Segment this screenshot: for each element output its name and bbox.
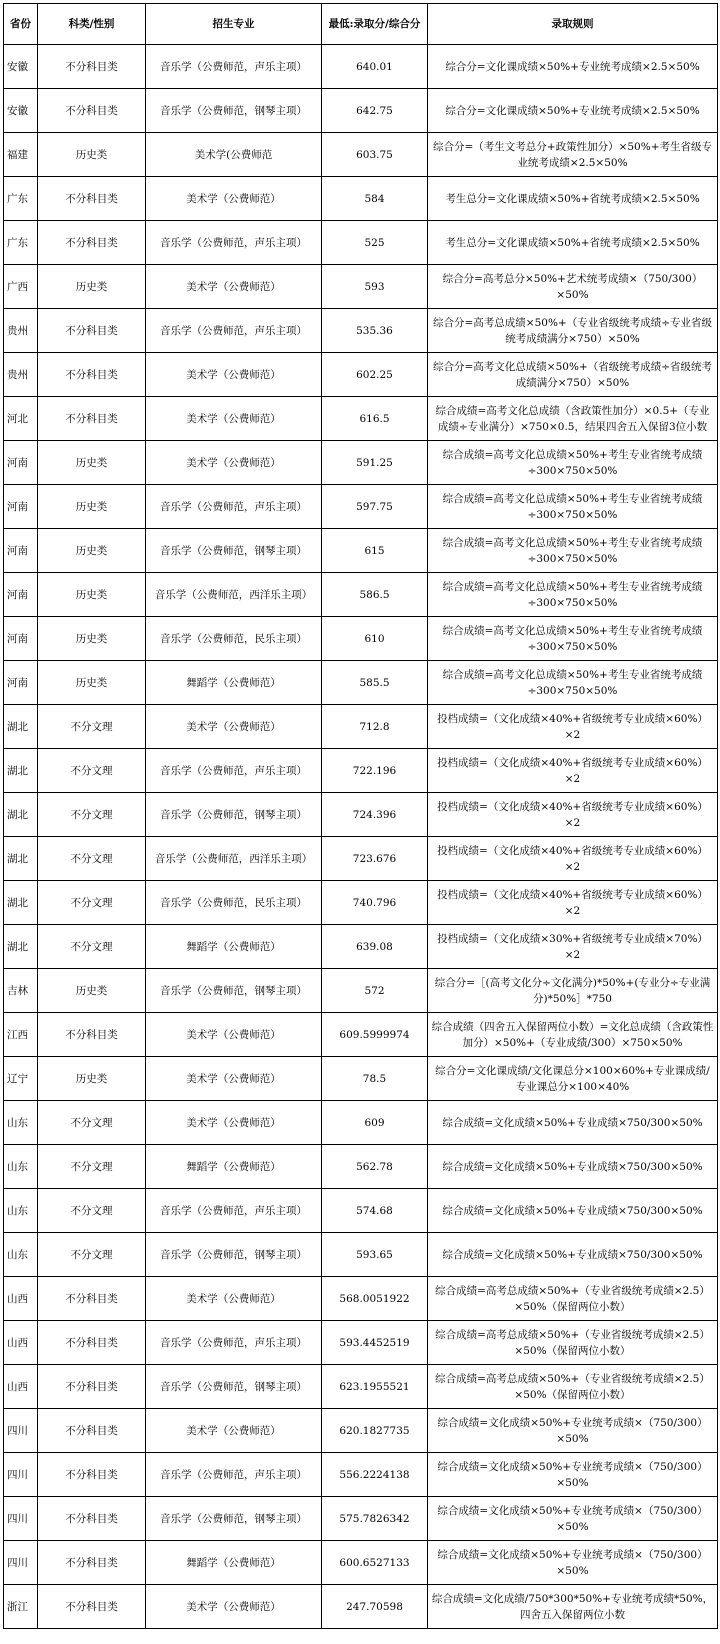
cell-category: 历史类 bbox=[38, 441, 146, 485]
cell-province: 河南 bbox=[4, 485, 38, 529]
cell-category: 不分科目类 bbox=[38, 1541, 146, 1585]
cell-rule: 投档成绩=（文化成绩×40%+省级统考专业成绩×60%）×2 bbox=[428, 793, 718, 837]
cell-major: 音乐学（公费师范，声乐主项） bbox=[146, 45, 322, 89]
cell-province: 福建 bbox=[4, 133, 38, 177]
cell-province: 四川 bbox=[4, 1497, 38, 1541]
cell-major: 舞蹈学（公费师范） bbox=[146, 661, 322, 705]
cell-category: 不分科目类 bbox=[38, 1321, 146, 1365]
cell-rule: 综合成绩=文化成绩/750*300*50%+专业统考成绩*50%，四舍五入保留两位小数 bbox=[428, 1585, 718, 1629]
cell-score: 600.6527133 bbox=[322, 1541, 428, 1585]
cell-rule: 综合成绩=高考文化总成绩（含政策性加分）×0.5+（专业成绩÷专业满分）×750×0.5，结果四舍五入保留3位小数 bbox=[428, 397, 718, 441]
cell-major: 音乐学（公费师范，声乐主项） bbox=[146, 1453, 322, 1497]
cell-score: 597.75 bbox=[322, 485, 428, 529]
cell-province: 广西 bbox=[4, 265, 38, 309]
cell-rule: 综合成绩（四舍五入保留两位小数）=文化总成绩（含政策性加分）×50%+（专业成绩/300）×750×50% bbox=[428, 1013, 718, 1057]
cell-category: 历史类 bbox=[38, 617, 146, 661]
table-row bbox=[4, 661, 718, 705]
cell-rule: 投档成绩=（文化成绩×30%+省级统考专业成绩×70%）×2 bbox=[428, 925, 718, 969]
cell-major: 美术学（公费师范） bbox=[146, 1101, 322, 1145]
cell-major: 美术学（公费师范） bbox=[146, 353, 322, 397]
cell-major: 音乐学（公费师范，声乐主项） bbox=[146, 221, 322, 265]
table-row bbox=[4, 1541, 718, 1585]
cell-category: 历史类 bbox=[38, 265, 146, 309]
header-category: 科类/性别 bbox=[38, 4, 146, 45]
cell-major: 美术学（公费师范） bbox=[146, 705, 322, 749]
cell-major: 音乐学（公费师范，钢琴主项） bbox=[146, 89, 322, 133]
table-row bbox=[4, 1013, 718, 1057]
cell-province: 山西 bbox=[4, 1321, 38, 1365]
table-row bbox=[4, 1453, 718, 1497]
cell-rule: 投档成绩=（文化成绩×40%+省级统考专业成绩×60%）×2 bbox=[428, 749, 718, 793]
cell-rule: 综合成绩=文化成绩×50%+专业成绩×750/300×50% bbox=[428, 1233, 718, 1277]
cell-score: 78.5 bbox=[322, 1057, 428, 1101]
cell-rule: 综合分=（考生文考总分+政策性加分）×50%+考生省级专业统考成绩×2.5×50% bbox=[428, 133, 718, 177]
cell-score: 610 bbox=[322, 617, 428, 661]
cell-rule: 综合成绩=文化成绩×50%+专业统考成绩×（750/300）×50% bbox=[428, 1541, 718, 1585]
cell-major: 美术学（公费师范） bbox=[146, 1277, 322, 1321]
cell-province: 贵州 bbox=[4, 309, 38, 353]
cell-score: 562.78 bbox=[322, 1145, 428, 1189]
cell-rule: 综合成绩=高考文化总成绩×50%+考生专业省统考成绩÷300×750×50% bbox=[428, 573, 718, 617]
cell-score: 639.08 bbox=[322, 925, 428, 969]
cell-province: 四川 bbox=[4, 1453, 38, 1497]
cell-rule: 综合成绩=文化成绩×50%+专业统考成绩×（750/300）×50% bbox=[428, 1409, 718, 1453]
cell-rule: 考生总分=文化课成绩×50%+省统考成绩×2.5×50% bbox=[428, 221, 718, 265]
cell-category: 不分文理 bbox=[38, 837, 146, 881]
cell-province: 湖北 bbox=[4, 837, 38, 881]
admission-table bbox=[3, 3, 718, 1629]
table-row bbox=[4, 1057, 718, 1101]
cell-major: 音乐学（公费师范，民乐主项） bbox=[146, 881, 322, 925]
cell-category: 不分科目类 bbox=[38, 1013, 146, 1057]
table-row bbox=[4, 1145, 718, 1189]
cell-category: 不分科目类 bbox=[38, 45, 146, 89]
cell-score: 740.796 bbox=[322, 881, 428, 925]
cell-major: 音乐学（公费师范，钢琴主项） bbox=[146, 1497, 322, 1541]
table-row bbox=[4, 969, 718, 1013]
cell-major: 美术学（公费师范） bbox=[146, 1585, 322, 1629]
table-row bbox=[4, 705, 718, 749]
cell-score: 623.1955521 bbox=[322, 1365, 428, 1409]
cell-category: 不分文理 bbox=[38, 793, 146, 837]
cell-score: 722.196 bbox=[322, 749, 428, 793]
cell-province: 四川 bbox=[4, 1409, 38, 1453]
cell-score: 723.676 bbox=[322, 837, 428, 881]
cell-province: 广东 bbox=[4, 177, 38, 221]
cell-rule: 投档成绩=（文化成绩×40%+省级统考专业成绩×60%）×2 bbox=[428, 837, 718, 881]
header-score: 最低:录取分/综合分 bbox=[322, 4, 428, 45]
cell-category: 不分文理 bbox=[38, 1233, 146, 1277]
cell-rule: 综合分=高考总分×50%+艺术统考成绩×（750/300）×50% bbox=[428, 265, 718, 309]
cell-province: 湖北 bbox=[4, 881, 38, 925]
cell-major: 舞蹈学（公费师范） bbox=[146, 1541, 322, 1585]
table-row bbox=[4, 1585, 718, 1629]
cell-province: 河北 bbox=[4, 397, 38, 441]
table-row bbox=[4, 1365, 718, 1409]
cell-major: 音乐学（公费师范，钢琴主项） bbox=[146, 1365, 322, 1409]
cell-province: 山东 bbox=[4, 1233, 38, 1277]
cell-category: 不分科目类 bbox=[38, 397, 146, 441]
table-row bbox=[4, 837, 718, 881]
cell-rule: 综合成绩=高考总成绩×50%+（专业省级统考成绩×2.5）×50%（保留两位小数） bbox=[428, 1365, 718, 1409]
cell-rule: 投档成绩=（文化成绩×40%+省级统考专业成绩×60%）×2 bbox=[428, 705, 718, 749]
cell-category: 不分文理 bbox=[38, 881, 146, 925]
cell-province: 河南 bbox=[4, 573, 38, 617]
cell-province: 山东 bbox=[4, 1145, 38, 1189]
cell-major: 音乐学（公费师范，声乐主项） bbox=[146, 1189, 322, 1233]
cell-rule: 综合成绩=文化成绩×50%+专业统考成绩×（750/300）×50% bbox=[428, 1497, 718, 1541]
cell-rule: 综合成绩=高考文化总成绩×50%+考生专业省统考成绩÷300×750×50% bbox=[428, 661, 718, 705]
cell-province: 吉林 bbox=[4, 969, 38, 1013]
header-rule: 录取规则 bbox=[428, 4, 718, 45]
cell-score: 586.5 bbox=[322, 573, 428, 617]
cell-rule: 综合分=［(高考文化分÷文化满分)*50%+(专业分÷专业满分)*50%］*750 bbox=[428, 969, 718, 1013]
table-row bbox=[4, 397, 718, 441]
cell-province: 河南 bbox=[4, 441, 38, 485]
cell-rule: 综合成绩=高考文化总成绩×50%+考生专业省统考成绩÷300×750×50% bbox=[428, 441, 718, 485]
table-row bbox=[4, 1321, 718, 1365]
cell-score: 591.25 bbox=[322, 441, 428, 485]
table-row bbox=[4, 1233, 718, 1277]
table-row bbox=[4, 925, 718, 969]
cell-province: 湖北 bbox=[4, 793, 38, 837]
cell-province: 浙江 bbox=[4, 1585, 38, 1629]
cell-major: 音乐学（公费师范，民乐主项） bbox=[146, 617, 322, 661]
table-row bbox=[4, 89, 718, 133]
cell-rule: 综合成绩=高考总成绩×50%+（专业省级统考成绩×2.5）×50%（保留两位小数） bbox=[428, 1321, 718, 1365]
cell-score: 603.75 bbox=[322, 133, 428, 177]
cell-rule: 综合成绩=文化成绩×50%+专业统考成绩×（750/300）×50% bbox=[428, 1453, 718, 1497]
table-row bbox=[4, 573, 718, 617]
cell-score: 593.65 bbox=[322, 1233, 428, 1277]
cell-province: 山东 bbox=[4, 1189, 38, 1233]
cell-score: 247.70598 bbox=[322, 1585, 428, 1629]
cell-major: 音乐学（公费师范，西洋乐主项） bbox=[146, 573, 322, 617]
cell-category: 不分文理 bbox=[38, 749, 146, 793]
cell-category: 不分科目类 bbox=[38, 309, 146, 353]
cell-score: 602.25 bbox=[322, 353, 428, 397]
table-row bbox=[4, 133, 718, 177]
cell-rule: 投档成绩=（文化成绩×40%+省级统考专业成绩×60%）×2 bbox=[428, 881, 718, 925]
table-row bbox=[4, 617, 718, 661]
cell-major: 音乐学（公费师范，声乐主项） bbox=[146, 1321, 322, 1365]
header-major: 招生专业 bbox=[146, 4, 322, 45]
cell-category: 不分科目类 bbox=[38, 177, 146, 221]
cell-major: 美术学（公费师范） bbox=[146, 441, 322, 485]
table-row bbox=[4, 441, 718, 485]
table-row bbox=[4, 529, 718, 573]
cell-major: 音乐学（公费师范，钢琴主项） bbox=[146, 793, 322, 837]
table-row bbox=[4, 1409, 718, 1453]
cell-category: 历史类 bbox=[38, 573, 146, 617]
cell-score: 593.4452519 bbox=[322, 1321, 428, 1365]
cell-score: 620.1827735 bbox=[322, 1409, 428, 1453]
cell-major: 美术学（公费师范） bbox=[146, 1409, 322, 1453]
table-header bbox=[4, 4, 718, 45]
table-row bbox=[4, 177, 718, 221]
table-row bbox=[4, 265, 718, 309]
cell-province: 河南 bbox=[4, 529, 38, 573]
cell-category: 历史类 bbox=[38, 529, 146, 573]
cell-score: 584 bbox=[322, 177, 428, 221]
table-body bbox=[4, 45, 718, 1629]
cell-score: 575.7826342 bbox=[322, 1497, 428, 1541]
cell-category: 历史类 bbox=[38, 485, 146, 529]
table-row bbox=[4, 485, 718, 529]
cell-major: 音乐学（公费师范，声乐主项） bbox=[146, 749, 322, 793]
cell-province: 河南 bbox=[4, 661, 38, 705]
cell-rule: 综合成绩=文化成绩×50%+专业成绩×750/300×50% bbox=[428, 1101, 718, 1145]
cell-category: 不分科目类 bbox=[38, 1409, 146, 1453]
cell-score: 593 bbox=[322, 265, 428, 309]
cell-score: 724.396 bbox=[322, 793, 428, 837]
cell-rule: 综合成绩=文化成绩×50%+专业成绩×750/300×50% bbox=[428, 1145, 718, 1189]
cell-province: 广东 bbox=[4, 221, 38, 265]
table-row bbox=[4, 749, 718, 793]
cell-major: 舞蹈学（公费师范） bbox=[146, 1145, 322, 1189]
cell-category: 不分科目类 bbox=[38, 221, 146, 265]
cell-score: 574.68 bbox=[322, 1189, 428, 1233]
cell-major: 美术学(公费师范 bbox=[146, 133, 322, 177]
cell-rule: 综合分=高考文化总成绩×50%+（省级统考成绩÷省级统考成绩满分×750）×50% bbox=[428, 353, 718, 397]
cell-score: 525 bbox=[322, 221, 428, 265]
cell-category: 不分文理 bbox=[38, 705, 146, 749]
cell-major: 音乐学（公费师范，钢琴主项） bbox=[146, 969, 322, 1013]
cell-score: 535.36 bbox=[322, 309, 428, 353]
cell-province: 湖北 bbox=[4, 925, 38, 969]
cell-score: 585.5 bbox=[322, 661, 428, 705]
cell-category: 不分科目类 bbox=[38, 1497, 146, 1541]
cell-major: 美术学（公费师范） bbox=[146, 265, 322, 309]
cell-rule: 综合成绩=高考文化总成绩×50%+考生专业省统考成绩÷300×750×50% bbox=[428, 529, 718, 573]
table-row bbox=[4, 353, 718, 397]
cell-category: 不分文理 bbox=[38, 1145, 146, 1189]
cell-province: 河南 bbox=[4, 617, 38, 661]
cell-score: 572 bbox=[322, 969, 428, 1013]
table-row bbox=[4, 309, 718, 353]
cell-score: 616.5 bbox=[322, 397, 428, 441]
cell-rule: 综合成绩=高考文化总成绩×50%+考生专业省统考成绩÷300×750×50% bbox=[428, 485, 718, 529]
cell-major: 美术学（公费师范） bbox=[146, 1057, 322, 1101]
cell-major: 音乐学（公费师范，钢琴主项） bbox=[146, 1233, 322, 1277]
cell-category: 不分文理 bbox=[38, 1101, 146, 1145]
cell-province: 贵州 bbox=[4, 353, 38, 397]
cell-category: 不分科目类 bbox=[38, 1365, 146, 1409]
table-row bbox=[4, 793, 718, 837]
cell-score: 556.2224138 bbox=[322, 1453, 428, 1497]
cell-category: 不分科目类 bbox=[38, 1453, 146, 1497]
cell-rule: 考生总分=文化课成绩×50%+省统考成绩×2.5×50% bbox=[428, 177, 718, 221]
cell-major: 美术学（公费师范） bbox=[146, 1013, 322, 1057]
cell-category: 不分科目类 bbox=[38, 353, 146, 397]
cell-province: 江西 bbox=[4, 1013, 38, 1057]
cell-major: 美术学（公费师范） bbox=[146, 177, 322, 221]
cell-province: 辽宁 bbox=[4, 1057, 38, 1101]
cell-major: 音乐学（公费师范，西洋乐主项） bbox=[146, 837, 322, 881]
cell-score: 642.75 bbox=[322, 89, 428, 133]
cell-category: 不分文理 bbox=[38, 925, 146, 969]
table-row bbox=[4, 1497, 718, 1541]
header-row bbox=[4, 4, 718, 45]
cell-major: 音乐学（公费师范，声乐主项） bbox=[146, 309, 322, 353]
cell-major: 舞蹈学（公费师范） bbox=[146, 925, 322, 969]
cell-score: 609.5999974 bbox=[322, 1013, 428, 1057]
table-row bbox=[4, 881, 718, 925]
cell-category: 历史类 bbox=[38, 969, 146, 1013]
cell-score: 609 bbox=[322, 1101, 428, 1145]
table-row bbox=[4, 221, 718, 265]
cell-category: 不分科目类 bbox=[38, 1277, 146, 1321]
cell-major: 美术学（公费师范） bbox=[146, 397, 322, 441]
cell-rule: 综合分=文化课成绩/文化课总分×100×60%+专业课成绩/专业课总分×100×40% bbox=[428, 1057, 718, 1101]
header-province: 省份 bbox=[4, 4, 38, 45]
cell-rule: 综合成绩=高考总成绩×50%+（专业省级统考成绩×2.5）×50%（保留两位小数） bbox=[428, 1277, 718, 1321]
cell-major: 音乐学（公费师范，声乐主项） bbox=[146, 485, 322, 529]
cell-major: 音乐学（公费师范，钢琴主项） bbox=[146, 529, 322, 573]
table-row bbox=[4, 45, 718, 89]
cell-rule: 综合分=高考总成绩×50%+（专业省级统考成绩÷专业省级统考成绩满分×750）×50% bbox=[428, 309, 718, 353]
cell-province: 四川 bbox=[4, 1541, 38, 1585]
cell-rule: 综合成绩=文化成绩×50%+专业成绩×750/300×50% bbox=[428, 1189, 718, 1233]
table-row bbox=[4, 1189, 718, 1233]
cell-rule: 综合分=文化课成绩×50%+专业统考成绩×2.5×50% bbox=[428, 45, 718, 89]
cell-category: 不分科目类 bbox=[38, 89, 146, 133]
cell-province: 安徽 bbox=[4, 89, 38, 133]
cell-score: 640.01 bbox=[322, 45, 428, 89]
table-row bbox=[4, 1101, 718, 1145]
cell-province: 山东 bbox=[4, 1101, 38, 1145]
cell-score: 712.8 bbox=[322, 705, 428, 749]
table-row bbox=[4, 1277, 718, 1321]
cell-rule: 综合分=文化课成绩×50%+专业统考成绩×2.5×50% bbox=[428, 89, 718, 133]
cell-category: 历史类 bbox=[38, 661, 146, 705]
cell-category: 历史类 bbox=[38, 133, 146, 177]
cell-category: 历史类 bbox=[38, 1057, 146, 1101]
cell-category: 不分文理 bbox=[38, 1189, 146, 1233]
cell-province: 湖北 bbox=[4, 705, 38, 749]
cell-province: 湖北 bbox=[4, 749, 38, 793]
cell-province: 山西 bbox=[4, 1365, 38, 1409]
cell-province: 安徽 bbox=[4, 45, 38, 89]
cell-province: 山西 bbox=[4, 1277, 38, 1321]
cell-category: 不分科目类 bbox=[38, 1585, 146, 1629]
cell-score: 568.0051922 bbox=[322, 1277, 428, 1321]
cell-score: 615 bbox=[322, 529, 428, 573]
cell-rule: 综合成绩=高考文化总成绩×50%+考生专业省统考成绩÷300×750×50% bbox=[428, 617, 718, 661]
